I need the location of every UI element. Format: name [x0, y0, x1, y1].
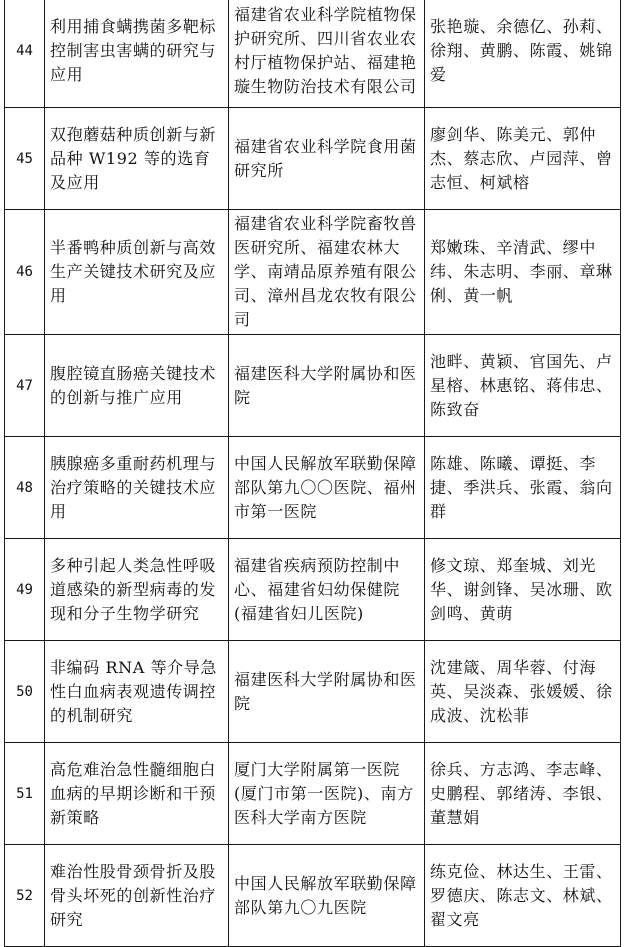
completing-people: 廖剑华、陈美元、郭仲杰、蔡志欣、卢园萍、曾志恒、柯斌榕	[425, 108, 621, 210]
row-number: 48	[5, 437, 45, 539]
table-row	[5, 437, 621, 539]
project-title: 胰腺癌多重耐药机理与治疗策略的关键技术应用	[45, 437, 229, 539]
completing-people: 陈雄、陈曦、谭挺、李捷、季洪兵、张霞、翁向群	[425, 437, 621, 539]
completing-units: 福建省疾病预防控制中心、福建省妇幼保健院(福建省妇儿医院)	[229, 539, 425, 641]
table-row	[5, 845, 621, 947]
completing-units: 中国人民解放军联勤保障部队第九〇〇医院、福州市第一医院	[229, 437, 425, 539]
project-title: 非编码 RNA 等介导急性白血病表观遗传调控的机制研究	[45, 641, 229, 743]
row-number: 50	[5, 641, 45, 743]
row-number: 49	[5, 539, 45, 641]
project-title: 难治性股骨颈骨折及股骨头坏死的创新性治疗研究	[45, 845, 229, 947]
completing-people: 修文琼、郑奎城、刘光华、谢剑锋、吴冰珊、欧剑鸣、黄萌	[425, 539, 621, 641]
table-row	[5, 743, 621, 845]
table-row	[5, 641, 621, 743]
completing-people: 郑嫩珠、辛清武、缪中纬、朱志明、李丽、章琳俐、黄一帆	[425, 210, 621, 335]
project-title: 双孢蘑菇种质创新与新品种 W192 等的选育及应用	[45, 108, 229, 210]
table-row	[5, 335, 621, 437]
completing-units: 厦门大学附属第一医院(厦门市第一医院)、南方医科大学南方医院	[229, 743, 425, 845]
completing-units: 福建医科大学附属协和医院	[229, 335, 425, 437]
completing-people: 徐兵、方志鸿、李志峰、史鹏程、郭绪涛、李银、董慧娟	[425, 743, 621, 845]
table-row	[5, 0, 621, 108]
completing-people: 池畔、黄颖、官国先、卢星榕、林惠铭、蒋伟忠、陈致奋	[425, 335, 621, 437]
project-title: 半番鸭种质创新与高效生产关键技术研究及应用	[45, 210, 229, 335]
project-title: 利用捕食螨携菌多靶标控制害虫害螨的研究与应用	[45, 0, 229, 108]
project-title: 腹腔镜直肠癌关键技术的创新与推广应用	[45, 335, 229, 437]
row-number: 44	[5, 0, 45, 108]
project-title: 高危难治急性髓细胞白血病的早期诊断和干预新策略	[45, 743, 229, 845]
row-number: 52	[5, 845, 45, 947]
project-title: 多种引起人类急性呼吸道感染的新型病毒的发现和分子生物学研究	[45, 539, 229, 641]
completing-units: 福建省农业科学院植物保护研究所、四川省农业农村厅植物保护站、福建艳璇生物防治技术有限公司	[229, 0, 425, 108]
completing-units: 福建省农业科学院食用菌研究所	[229, 108, 425, 210]
row-number: 45	[5, 108, 45, 210]
completing-people: 沈建箴、周华蓉、付海英、吴淡森、张媛媛、徐成波、沈松菲	[425, 641, 621, 743]
row-number: 47	[5, 335, 45, 437]
row-number: 46	[5, 210, 45, 335]
completing-people: 张艳璇、余德亿、孙莉、徐翔、黄鹏、陈霞、姚锦爱	[425, 0, 621, 108]
completing-units: 中国人民解放军联勤保障部队第九〇九医院	[229, 845, 425, 947]
completing-units: 福建医科大学附属协和医院	[229, 641, 425, 743]
table-row	[5, 108, 621, 210]
completing-units: 福建省农业科学院畜牧兽医研究所、福建农林大学、南靖品原养殖有限公司、漳州昌龙农牧有限公司	[229, 210, 425, 335]
table-row	[5, 539, 621, 641]
row-number: 51	[5, 743, 45, 845]
completing-people: 练克俭、林达生、王雷、罗德庆、陈志文、林斌、翟文亮	[425, 845, 621, 947]
awards-table	[4, 0, 621, 947]
table-row	[5, 210, 621, 335]
